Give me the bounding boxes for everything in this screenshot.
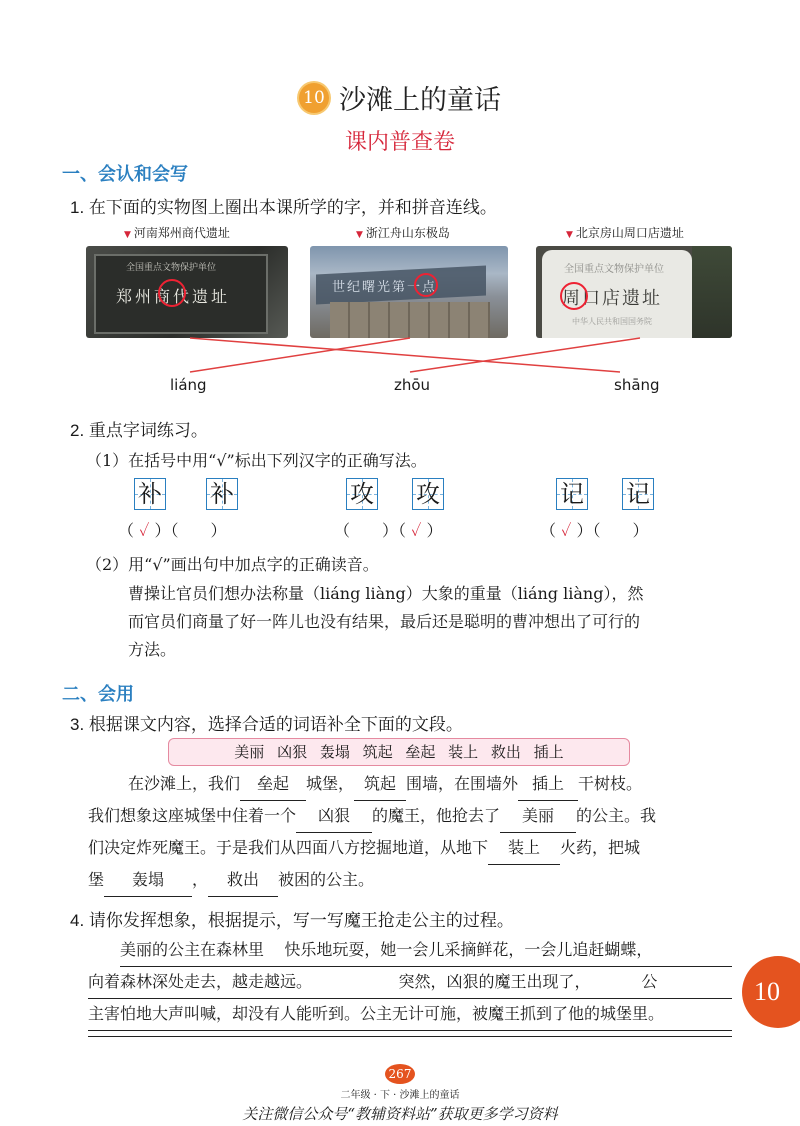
- q3-prompt: 3. 根据课文内容，选择合适的词语补全下面的文段。: [70, 715, 463, 734]
- lesson-number-badge: 10: [299, 83, 329, 113]
- photo3-caption: ▼ 北京房山周口店遗址: [566, 226, 684, 240]
- photo-zhoukoudian-site: 全国重点文物保护单位 周口店遗址 中华人民共和国国务院: [536, 246, 732, 338]
- q2-line3: 方法。: [128, 640, 177, 659]
- pinyin-zhou: zhōu: [394, 376, 431, 394]
- photo2-caption: ▼ 浙江舟山东极岛: [356, 226, 450, 240]
- q4-prompt: 4. 请你发挥想象，根据提示，写一写魔王抢走公主的过程。: [70, 911, 514, 930]
- q4-blank-line: [88, 1036, 732, 1037]
- lesson-title: 沙滩上的童话: [339, 85, 501, 116]
- photo-zhoushan-island: 世纪曙光第一点: [310, 246, 508, 338]
- footer-line1: 二年级 · 下 · 沙滩上的童话: [340, 1090, 460, 1101]
- q2-line1: 曹操让官员们想办法称量（liáng liàng）大象的重量（liáng liàng），然: [128, 584, 644, 603]
- q1-prompt: 1. 在下面的实物图上圈出本课所学的字，并和拼音连线。: [70, 198, 497, 217]
- photo-zhengzhou-site: 全国重点文物保护单位 郑州商代遗址: [86, 246, 288, 338]
- char-box: 补: [206, 478, 238, 510]
- q2-sub2: （2）用“√”画出句中加点字的正确读音。: [86, 555, 379, 574]
- char-box: 记: [556, 478, 588, 510]
- pinyin-liang: liáng: [170, 376, 207, 394]
- q3-line4: 堡 轰塌 ， 救出 被困的公主。: [88, 864, 374, 897]
- q3-line2: 我们想象这座城堡中住着一个 凶狠 的魔王，他抢去了 美丽 的公主。我: [88, 800, 656, 833]
- word-bank: 美丽 凶狠 轰塌 筑起 垒起 装上 救出 插上: [168, 738, 630, 766]
- chapter-tab: 10: [742, 956, 800, 1028]
- photo1-caption: ▼ 河南郑州商代遗址: [124, 226, 230, 240]
- answer-parens: （ ✓ ）（ ）: [540, 521, 649, 540]
- footer-line2: 关注微信公众号“教辅资料站”获取更多学习资料: [242, 1105, 558, 1123]
- q2-prompt: 2. 重点字词练习。: [70, 421, 208, 440]
- char-box: 攻: [346, 478, 378, 510]
- q4-line2: 向着森林深处走去，越走越远。 突然，凶狠的魔王出现了， 公: [88, 966, 732, 999]
- q4-line1: 美丽的公主在森林里 快乐地玩耍，她一会儿采摘鲜花，一会儿追赶蝴蝶，: [120, 934, 732, 967]
- char-box: 记: [622, 478, 654, 510]
- char-box: 补: [134, 478, 166, 510]
- answer-parens: （ ）（ ✓ ）: [334, 521, 443, 540]
- answer-parens: （ ✓ ）（ ）: [118, 521, 227, 540]
- char-box: 攻: [412, 478, 444, 510]
- q2-sub1: （1）在括号中用“√”标出下列汉字的正确写法。: [86, 451, 427, 470]
- page-number: 267: [385, 1064, 415, 1084]
- q3-line1: 在沙滩上，我们 垒起 城堡， 筑起 围墙，在围墙外 插上 干树枝。: [128, 768, 642, 801]
- pinyin-shang: shāng: [614, 376, 660, 394]
- q3-line3: 们决定炸死魔王。于是我们从四面八方挖掘地道，从地下 装上 火药，把城: [88, 832, 640, 865]
- matching-lines: [0, 0, 800, 420]
- q2-line2: 而官员们商量了好一阵儿也没有结果，最后还是聪明的曹冲想出了可行的: [128, 612, 641, 631]
- section2-heading: 二、会用: [62, 684, 134, 705]
- lesson-subtitle: 课内普查卷: [344, 130, 455, 155]
- section1-heading: 一、会认和会写: [62, 164, 188, 185]
- q4-line3: 主害怕地大声叫喊，却没有人能听到。公主无计可施，被魔王抓到了他的城堡里。: [88, 998, 732, 1031]
